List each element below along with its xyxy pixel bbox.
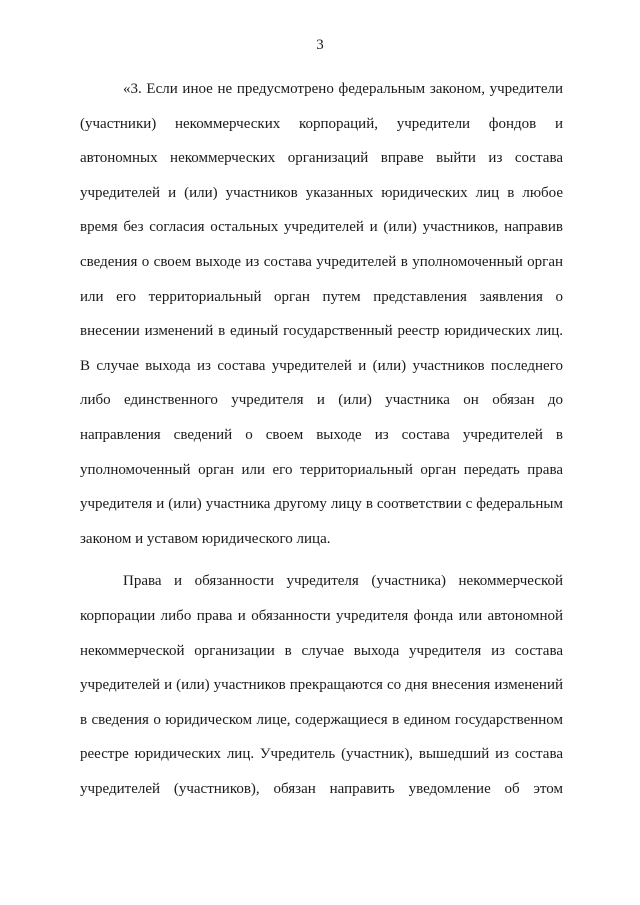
paragraph-1: «3. Если иное не предусмотрено федеральным законом, учредители (участники) некоммерческих корпораций, учредители фондов и автономных некоммерческих организаций вправе выйти из состава учредителей и (или) участников указанных юридических лиц в любое время без согласия остальных учредителей и (или) участников, направив сведения о своем выходе из состава учредителей в уполномоченный орган или его территориальный орган путем представления заявления о внесении изменений в единый государственный реестр юридических лиц. В случае выхода из состава учредителей и (или) участников последнего либо единственного учредителя и (или) участника он обязан до направления сведений о своем выходе из состава учредителей в уполномоченный орган или его территориальный орган передать права учредителя и (или) участника другому лицу в соответствии с федеральным законом и уставом юридического лица. — [80, 81, 563, 547]
document-body — [80, 72, 563, 806]
page-number: 3 — [316, 37, 324, 53]
paragraph-2: Права и обязанности учредителя (участника) некоммерческой корпорации либо права и обязанности учредителя фонда или автономной некоммерческой организации в случае выхода учредителя из состава учредителей и (или) участников прекращаются со дня внесения изменений в сведения о юридическом лице, содержащиеся в едином государственном реестре юридических лиц. Учредитель (участник), вышедший из состава учредителей (участников), обязан направить уведомление об этом — [80, 573, 563, 797]
